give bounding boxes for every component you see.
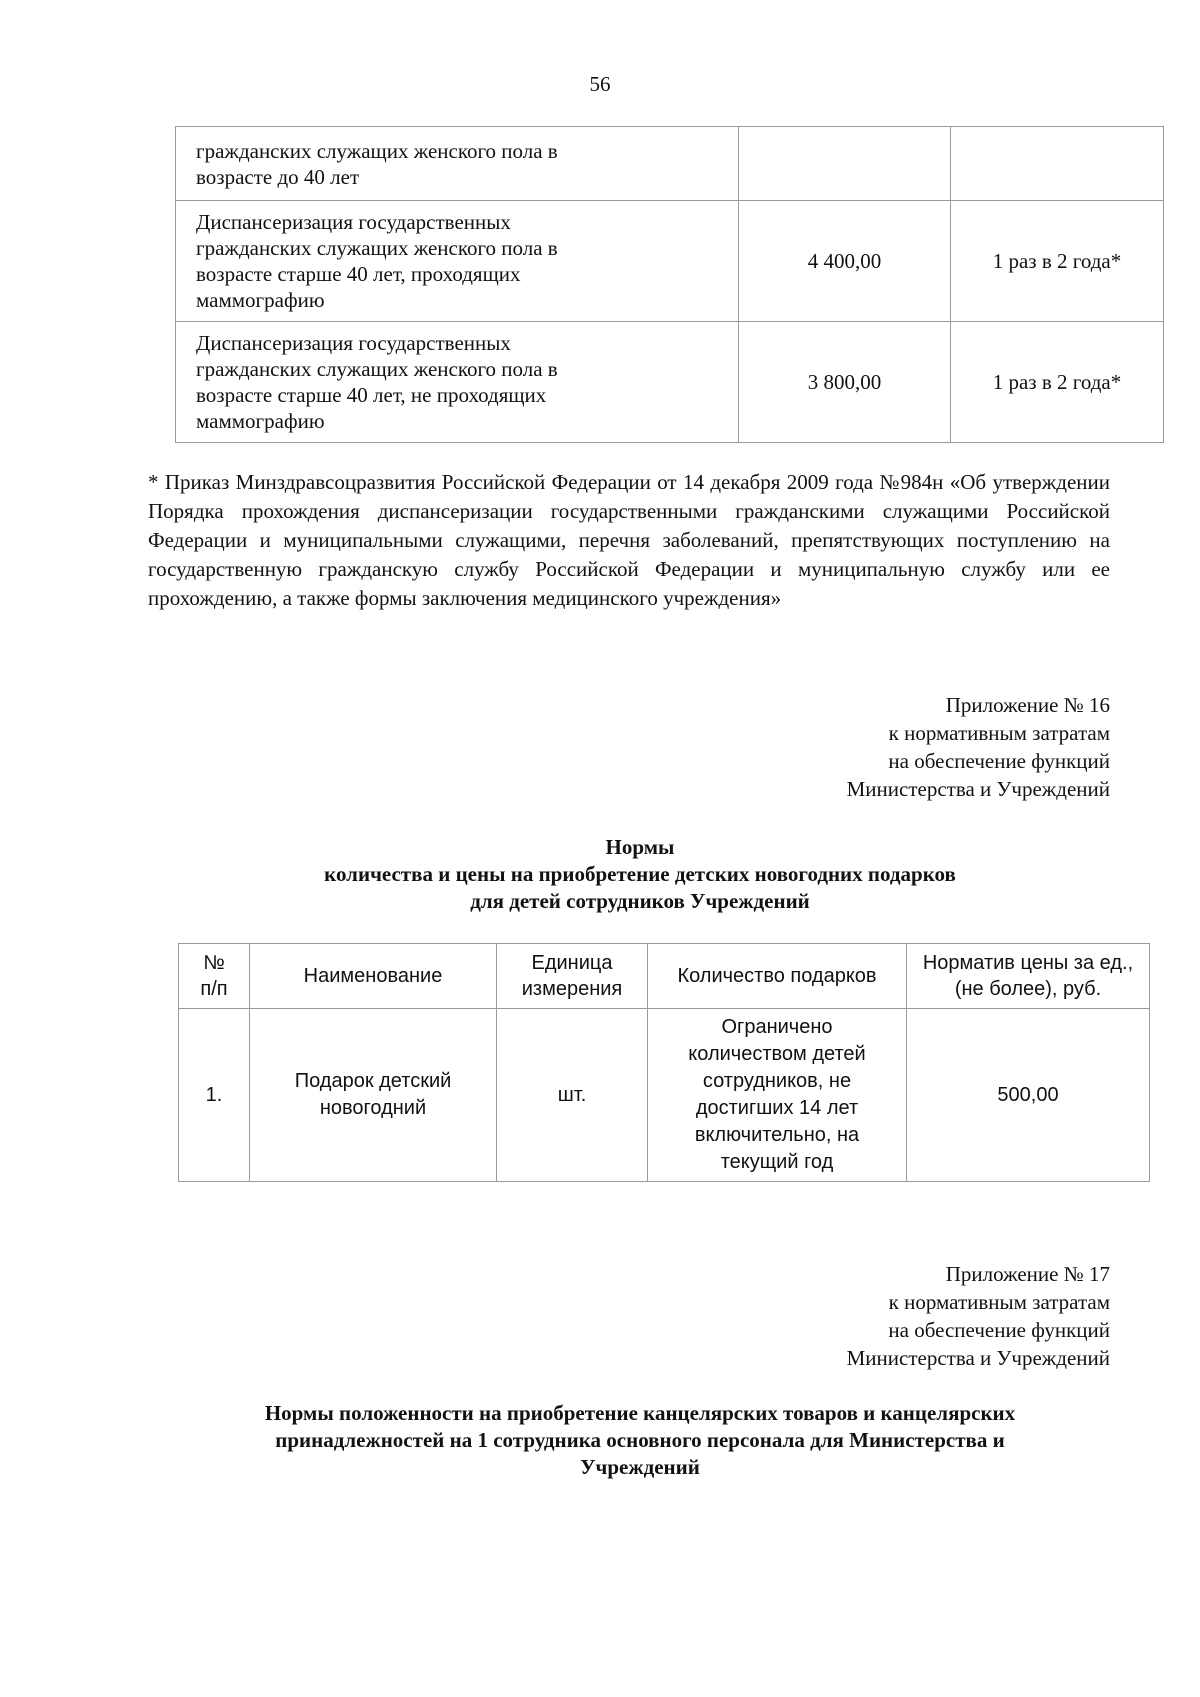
- cell-line: включительно, на: [694, 1124, 860, 1146]
- row-name-cell: [250, 1009, 497, 1182]
- row-num-cell: 1.: [179, 1009, 250, 1182]
- header-line: Единица: [531, 952, 613, 974]
- header-line: Наименование: [303, 965, 443, 987]
- frequency-cell: [951, 127, 1164, 201]
- table-row: [176, 322, 1164, 443]
- annex-line: на обеспечение функций: [888, 749, 1110, 773]
- annex-17-header: [847, 1260, 1110, 1372]
- medical-exam-table: [175, 126, 1164, 443]
- service-name-cell: [176, 127, 739, 201]
- service-name-cell: [176, 201, 739, 322]
- header-line: измерения: [521, 978, 623, 1000]
- header-cell-name: [250, 944, 497, 1009]
- table-header-row: [179, 944, 1150, 1009]
- footnote: * Приказ Минздравсоцразвития Российской Федерации от 14 декабря 2009 года №984н «Об утверждении Порядка прохождения диспансеризации государственными гражданскими служащими Российской Федерации и муниципальными служащими, перечня заболеваний, препятствующих поступлению на государственную гражданскую службу Российской Федерации и муниципальную службу или ее прохождению, а также формы заключения медицинского учреждения»: [148, 470, 1110, 610]
- annex-line: на обеспечение функций: [888, 1318, 1110, 1342]
- annex-line: Министерства и Учреждений: [846, 777, 1110, 801]
- header-cell-unit: [497, 944, 648, 1009]
- table-row: [179, 1009, 1150, 1182]
- frequency-cell: 1 раз в 2 года*: [951, 201, 1164, 322]
- frequency-cell: 1 раз в 2 года*: [951, 322, 1164, 443]
- cell-line: количеством детей: [688, 1043, 866, 1065]
- service-name-line: возрасте старше 40 лет, проходящих: [196, 262, 521, 286]
- service-name-line: маммографию: [196, 409, 325, 433]
- service-name-line: маммографию: [196, 288, 325, 312]
- service-name-line: гражданских служащих женского пола в: [196, 357, 558, 381]
- cell-line: Ограничено: [721, 1016, 833, 1038]
- annex-line: Приложение № 16: [945, 693, 1110, 717]
- annex-line: к нормативным затратам: [888, 1290, 1110, 1314]
- title-line: принадлежностей на 1 сотрудника основного персонала для Министерства и: [275, 1428, 1005, 1452]
- title-line: Нормы: [605, 835, 675, 859]
- cell-line: новогодний: [319, 1097, 427, 1119]
- title-line: Нормы положенности на приобретение канцелярских товаров и канцелярских: [264, 1401, 1016, 1425]
- price-cell: 3 800,00: [739, 322, 951, 443]
- price-cell: 4 400,00: [739, 201, 951, 322]
- annex-16-header: [847, 691, 1110, 803]
- section-title-16: [150, 834, 1130, 915]
- service-name-line: гражданских служащих женского пола в: [196, 236, 558, 260]
- service-name-line: возрасте старше 40 лет, не проходящих: [196, 383, 547, 407]
- annex-line: Приложение № 17: [945, 1262, 1110, 1286]
- service-name-cell: [176, 322, 739, 443]
- table-row: [176, 201, 1164, 322]
- cell-line: сотрудников, не: [702, 1070, 852, 1092]
- page-number: 56: [589, 72, 611, 96]
- row-unit-cell: шт.: [497, 1009, 648, 1182]
- service-name-line: возрасте до 40 лет: [196, 164, 360, 189]
- section-title-17: [150, 1400, 1130, 1481]
- price-cell: [739, 127, 951, 201]
- header-cell-price: [907, 944, 1150, 1009]
- header-line: Количество подарков: [677, 965, 877, 987]
- title-line: для детей сотрудников Учреждений: [470, 889, 810, 913]
- title-line: Учреждений: [580, 1455, 700, 1479]
- cell-line: Подарок детский: [294, 1070, 452, 1092]
- cell-line: достигших 14 лет: [695, 1097, 859, 1119]
- service-name-line: Диспансеризация государственных: [196, 331, 511, 355]
- header-line: п/п: [200, 978, 228, 1000]
- table-row: [176, 127, 1164, 201]
- header-line: №: [203, 952, 225, 974]
- row-quantity-cell: [648, 1009, 907, 1182]
- row-price-cell: 500,00: [907, 1009, 1150, 1182]
- gifts-table: [178, 943, 1150, 1182]
- header-line: Норматив цены за ед.,: [922, 952, 1134, 974]
- header-line: (не более), руб.: [954, 978, 1102, 1000]
- annex-line: Министерства и Учреждений: [846, 1346, 1110, 1370]
- title-line: количества и цены на приобретение детских новогодних подарков: [324, 862, 956, 886]
- service-name-line: гражданских служащих женского пола в: [196, 138, 558, 163]
- header-cell-num: [179, 944, 250, 1009]
- cell-line: текущий год: [720, 1151, 834, 1173]
- service-name-line: Диспансеризация государственных: [196, 210, 511, 234]
- annex-line: к нормативным затратам: [888, 721, 1110, 745]
- header-cell-quantity: [648, 944, 907, 1009]
